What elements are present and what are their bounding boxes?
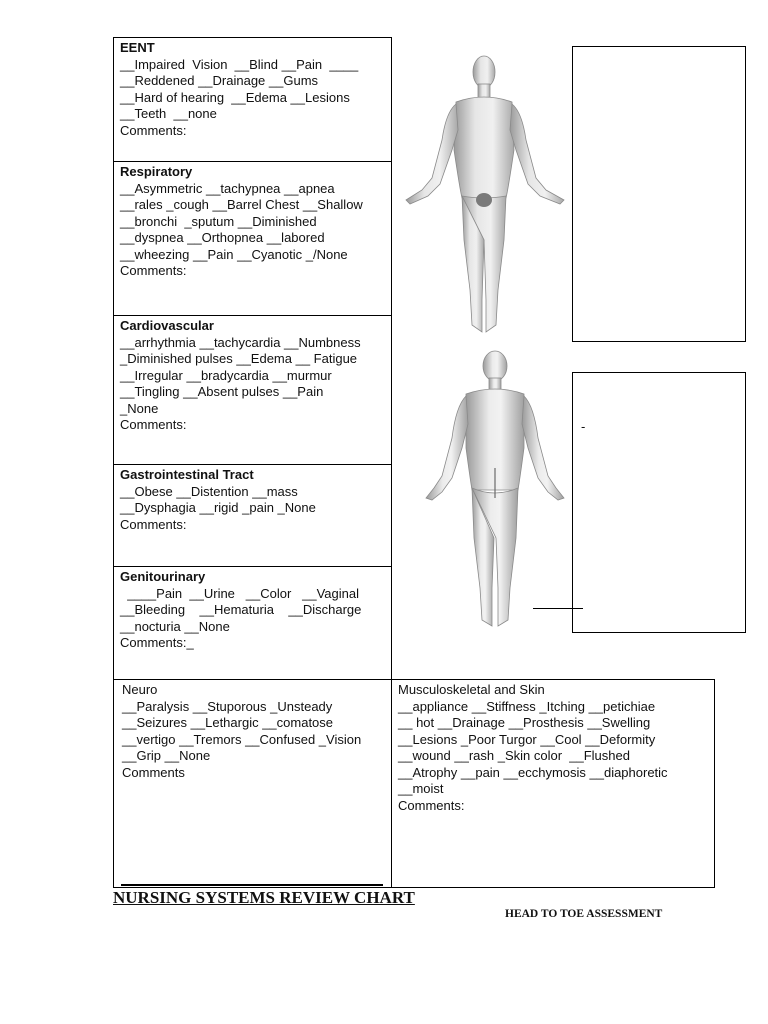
checklist-line[interactable]: __Grip __None bbox=[122, 748, 211, 763]
checklist-line[interactable]: __ hot __Drainage __Prosthesis __Swelling bbox=[398, 715, 651, 730]
checklist-line[interactable]: __rales _cough __Barrel Chest __Shallow bbox=[120, 197, 363, 212]
checklist-line[interactable]: __Reddened __Drainage __Gums bbox=[120, 73, 319, 88]
comments-field[interactable]: Comments: bbox=[120, 122, 187, 138]
comments-field[interactable]: Comments: bbox=[120, 516, 187, 532]
front-body-figure bbox=[398, 50, 572, 342]
respiratory-section bbox=[113, 161, 392, 316]
checklist-line[interactable]: __nocturia __None bbox=[120, 618, 230, 634]
comments-field[interactable]: Comments bbox=[122, 764, 185, 780]
checklist-line[interactable]: _Diminished pulses __Edema __ Fatigue bbox=[120, 351, 358, 366]
neuro-section bbox=[113, 679, 392, 888]
comments-field[interactable]: Comments: bbox=[120, 263, 187, 278]
checklist-line[interactable]: __Dysphagia __rigid _pain _None bbox=[120, 500, 316, 515]
comments-field[interactable]: Comments: bbox=[398, 797, 465, 813]
checklist-line[interactable]: __moist bbox=[398, 781, 444, 796]
page-title: NURSING SYSTEMS REVIEW CHART bbox=[113, 888, 415, 907]
gastrointestinal-section bbox=[113, 464, 392, 567]
checklist-line[interactable]: __Paralysis __Stuporous _Unsteady bbox=[122, 698, 333, 714]
checklist-line[interactable]: __Obese __Distention __mass bbox=[120, 483, 298, 499]
checklist-line[interactable]: __bronchi _sputum __Diminished bbox=[120, 213, 317, 229]
checklist-line[interactable]: __Hard of hearing __Edema __Lesions bbox=[120, 89, 350, 105]
checklist-line[interactable]: __Atrophy __pain __ecchymosis __diaphoretic bbox=[398, 764, 668, 780]
section-title: Respiratory bbox=[120, 164, 193, 179]
checklist-line[interactable]: __Teeth __none bbox=[120, 106, 217, 121]
checklist-line[interactable]: _None bbox=[120, 400, 159, 416]
section-title: Gastrointestinal Tract bbox=[120, 467, 254, 482]
checklist-line[interactable]: __dyspnea __Orthopnea __labored bbox=[120, 230, 325, 245]
section-title: Cardiovascular bbox=[120, 318, 214, 333]
section-title: Musculoskeletal and Skin bbox=[398, 682, 545, 697]
eent-section bbox=[113, 37, 392, 162]
musculoskeletal-section bbox=[391, 679, 715, 888]
back-notes-box[interactable] bbox=[572, 372, 746, 633]
leader-line bbox=[533, 608, 583, 609]
page-subtitle: HEAD TO TOE ASSESSMENT bbox=[505, 908, 663, 920]
checklist-line[interactable]: __Lesions _Poor Turgor __Cool __Deformity bbox=[398, 731, 656, 747]
checklist-line[interactable]: __Tingling __Absent pulses __Pain bbox=[120, 384, 324, 399]
back-body-figure bbox=[420, 348, 570, 630]
checklist-line[interactable]: __Irregular __bradycardia __murmur bbox=[120, 367, 332, 383]
checklist-line[interactable]: __wound __rash _Skin color __Flushed bbox=[398, 748, 630, 763]
checklist-line[interactable]: __appliance __Stiffness _Itching __petichiae bbox=[398, 698, 656, 714]
checklist-line[interactable]: __Impaired Vision __Blind __Pain ____ bbox=[120, 56, 359, 72]
front-notes-box[interactable] bbox=[572, 46, 746, 342]
comments-field[interactable]: Comments: bbox=[120, 417, 187, 432]
section-title: EENT bbox=[120, 40, 155, 55]
checklist-line[interactable]: __Bleeding __Hematuria __Discharge bbox=[120, 602, 362, 617]
section-title: Genitourinary bbox=[120, 569, 206, 584]
checklist-line[interactable]: ____Pain __Urine __Color __Vaginal bbox=[120, 585, 359, 601]
checklist-line[interactable]: __Asymmetric __tachypnea __apnea bbox=[120, 180, 335, 196]
checklist-line[interactable]: __Seizures __Lethargic __comatose bbox=[122, 715, 334, 730]
checklist-line[interactable]: __arrhythmia __tachycardia __Numbness bbox=[120, 334, 361, 350]
genitourinary-section bbox=[113, 566, 392, 680]
checklist-line[interactable]: __wheezing __Pain __Cyanotic _/None bbox=[120, 246, 348, 262]
checklist-line[interactable]: __vertigo __Tremors __Confused _Vision bbox=[122, 731, 362, 747]
comments-field[interactable]: Comments:_ bbox=[120, 635, 194, 650]
section-title: Neuro bbox=[122, 682, 158, 697]
cardiovascular-section bbox=[113, 315, 392, 465]
signature-underline bbox=[121, 884, 383, 886]
notes-mark: - bbox=[581, 419, 586, 434]
